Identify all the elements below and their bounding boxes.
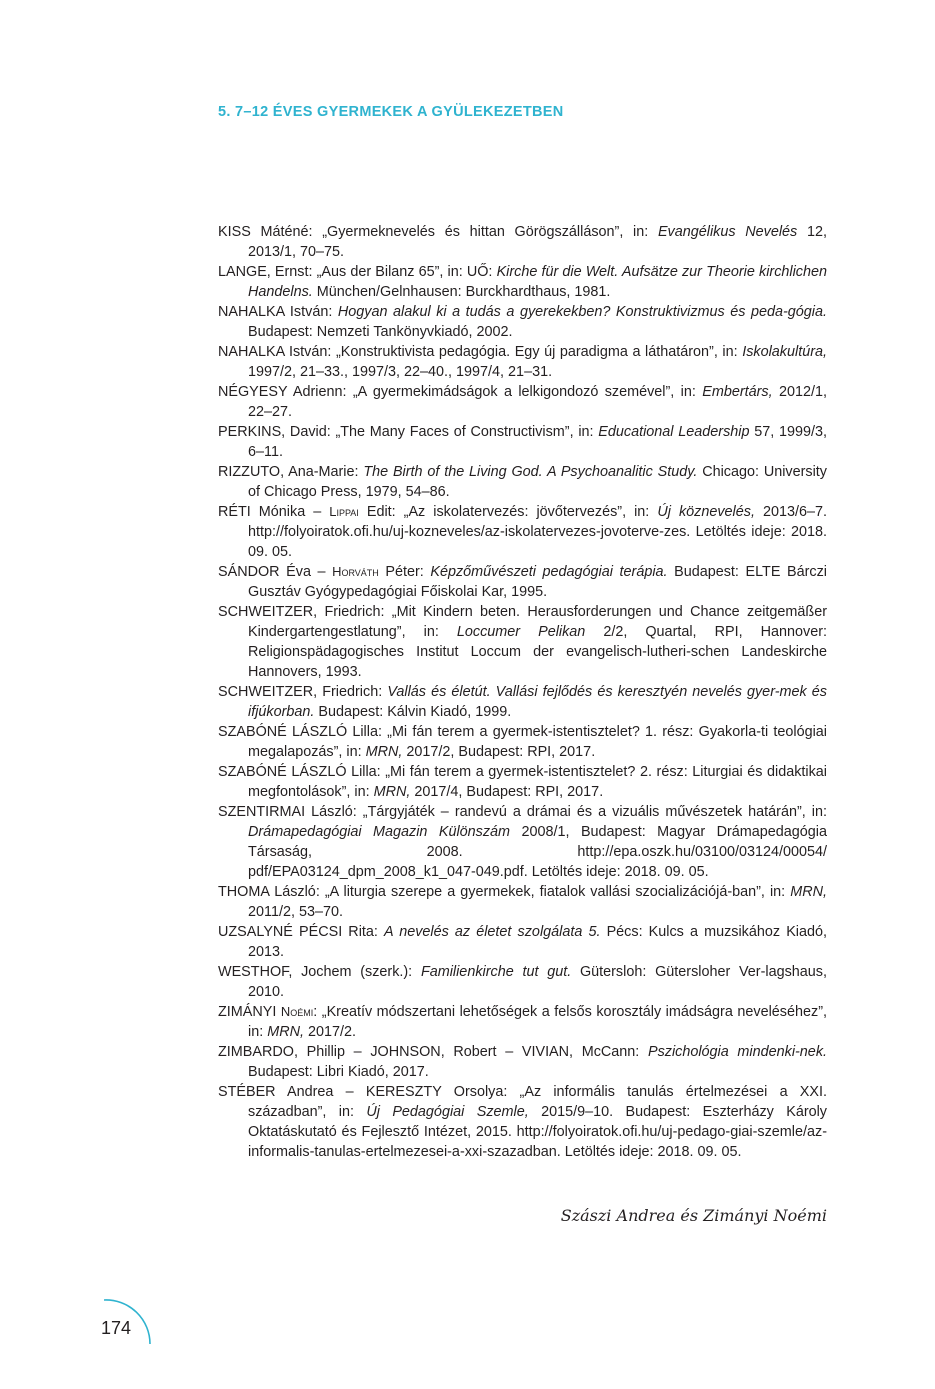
reference-author: ZIMÁNYI Noémi: <box>218 1004 318 1020</box>
reference-entry <box>218 722 827 762</box>
reference-entry <box>218 502 827 562</box>
reference-author: SCHWEITZER, Friedrich: <box>218 604 385 620</box>
reference-entry <box>218 762 827 802</box>
chapter-heading: 5. 7–12 ÉVES GYERMEKEK A GYÜLEKEZETBEN <box>218 104 564 120</box>
reference-author: LANGE, Ernst: <box>218 264 313 280</box>
reference-details: „Tárgyjáték – randevú a drámai és a vizuális művészetek határán”, in: Drámapedagógiai Magazin Különszám 2008/1, Budapest: Magyar Drámapedagógia Társaság, 2008. http://epa.oszk.hu/03100/03124/00054/ pdf/EPA03124_dpm_2008_k1_047-049.pdf. Letöltés ideje: 2018. 09. 05. <box>248 804 828 880</box>
reference-author: NÉGYESY Adrienn: <box>218 384 347 400</box>
reference-details: „A gyermekimádságok a lelkigondozó szemével”, in: Embertárs, 2012/1, 22–27. <box>248 384 828 420</box>
reference-entry <box>218 602 827 682</box>
reference-details: „Aus der Bilanz 65”, in: UŐ: Kirche für die Welt. Aufsätze zur Theorie kirchlichen Handelns. München/Gelnhausen: Burckhardthaus, 1981. <box>248 264 827 300</box>
reference-author: SZABÓNÉ LÁSZLÓ Lilla: <box>218 724 382 740</box>
author-signature: Szászi Andrea és Zimányi Noémi <box>560 1206 827 1225</box>
reference-details: A nevelés az életet szolgálata 5. Pécs: Kulcs a muzsikához Kiadó, 2013. <box>248 924 827 960</box>
reference-entry <box>218 262 827 302</box>
reference-details: Pszichológia mindenki-nek. Budapest: Libri Kiadó, 2017. <box>248 1044 828 1080</box>
reference-details: „A liturgia szerepe a gyermekek, fiatalok vallási szocializációjá-ban”, in: MRN, 2011/2, 53–70. <box>248 884 827 920</box>
reference-details: Vallás és életút. Vallási fejlődés és keresztyén nevelés gyer-mek és ifjúkorban. Budapest: Kálvin Kiadó, 1999. <box>248 684 827 720</box>
reference-entry <box>218 962 827 1002</box>
reference-details: Képzőművészeti pedagógiai terápia. Budapest: ELTE Bárczi Gusztáv Gyógypedagógiai Főiskolai Kar, 1995. <box>248 564 827 600</box>
reference-details: „Mi fán terem a gyermek-istentisztelet? 1. rész: Gyakorla-ti teológiai megalapozás”, in: MRN, 2017/2, Budapest: RPI, 2017. <box>248 724 827 760</box>
reference-details: Familienkirche tut gut. Gütersloh: Gütersloher Ver-lagshaus, 2010. <box>248 964 827 1000</box>
reference-entry <box>218 802 827 882</box>
page-number: 174 <box>101 1318 132 1338</box>
reference-entry <box>218 882 827 922</box>
reference-entry <box>218 1042 827 1082</box>
reference-author: SCHWEITZER, Friedrich: <box>218 684 383 700</box>
reference-details: „Mi fán terem a gyermek-istentisztelet? 2. rész: Liturgiai és didaktikai megfontolások”, in: MRN, 2017/4, Budapest: RPI, 2017. <box>248 764 827 800</box>
reference-details: „Kreatív módszertani lehetőségek a felsős korosztály imádságra neveléséhez”, in: MRN, 2017/2. <box>248 1004 827 1040</box>
reference-details: „Az iskolatervezés: jövőtervezés”, in: Új köznevelés, 2013/6–7. http://folyoiratok.ofi.hu/uj-kozneveles/az-iskolatervezes-jovoterve-zes. Letöltés ideje: 2018. 09. 05. <box>248 504 828 560</box>
reference-author: RIZZUTO, Ana-Marie: <box>218 464 359 480</box>
reference-entry <box>218 562 827 602</box>
reference-details: „Konstruktivista pedagógia. Egy új paradigma a láthatáron”, in: Iskolakultúra, 1997/2, 21–33., 1997/3, 22–40., 1997/4, 21–31. <box>248 344 827 380</box>
reference-author: STÉBER Andrea – KERESZTY Orsolya: <box>218 1084 508 1100</box>
reference-details: „The Many Faces of Constructivism”, in: Educational Leadership 57, 1999/3, 6–11. <box>248 424 827 460</box>
reference-details: The Birth of the Living God. A Psychoanalitic Study. Chicago: University of Chicago Press, 1979, 54–86. <box>248 464 827 500</box>
reference-author: PERKINS, David: <box>218 424 331 440</box>
reference-entry <box>218 922 827 962</box>
reference-author: UZSALYNÉ PÉCSI Rita: <box>218 924 378 940</box>
reference-entry <box>218 302 827 342</box>
reference-details: Hogyan alakul ki a tudás a gyerekekben? Konstruktivizmus és peda-gógia. Budapest: Nemzeti Tankönyvkiadó, 2002. <box>248 304 828 340</box>
reference-entry <box>218 342 827 382</box>
reference-author: SÁNDOR Éva – Horváth Péter: <box>218 564 424 580</box>
reference-author: KISS Máténé: <box>218 224 313 240</box>
reference-author: RÉTI Mónika – Lippai Edit: <box>218 504 396 520</box>
reference-author: THOMA László: <box>218 884 320 900</box>
reference-details: „Mit Kindern beten. Herausforderungen und Chance zeitgemäßer Kindergartengestlatung”, in: Loccumer Pelikan 2/2, Quartal, RPI, Hannover: Religionspädagogisches Institut Loccum der evangelisch-lutheri-schen Landeskirche Hannovers, 1993. <box>248 604 827 680</box>
reference-entry <box>218 382 827 422</box>
reference-entry <box>218 1002 827 1042</box>
reference-author: SZENTIRMAI László: <box>218 804 357 820</box>
reference-entry <box>218 1082 827 1162</box>
reference-author: NAHALKA István: <box>218 304 333 320</box>
reference-author: WESTHOF, Jochem (szerk.): <box>218 964 413 980</box>
reference-entry <box>218 222 827 262</box>
reference-author: NAHALKA István: <box>218 344 332 360</box>
reference-entry <box>218 462 827 502</box>
reference-details: „Gyermeknevelés és hittan Görögszálláson”, in: Evangélikus Nevelés 12, 2013/1, 70–75. <box>248 224 827 260</box>
reference-entry <box>218 682 827 722</box>
reference-list <box>218 222 827 1162</box>
reference-details: „Az informális tanulás értelmezései a XXI. században”, in: Új Pedagógiai Szemle, 2015/9–10. Budapest: Eszterházy Károly Oktatáskutató és Fejlesztő Intézet, 2015. http://folyoiratok.ofi.hu/uj-pedago-giai-szemle/az-informalis-tanulas-ertelmezesei-a-xxi-szazadban. Letöltés ideje: 2018. 09. 05. <box>248 1084 828 1160</box>
reference-author: ZIMBARDO, Phillip – JOHNSON, Robert – VIVIAN, McCann: <box>218 1044 640 1060</box>
reference-author: SZABÓNÉ LÁSZLÓ Lilla: <box>218 764 381 780</box>
reference-entry <box>218 422 827 462</box>
